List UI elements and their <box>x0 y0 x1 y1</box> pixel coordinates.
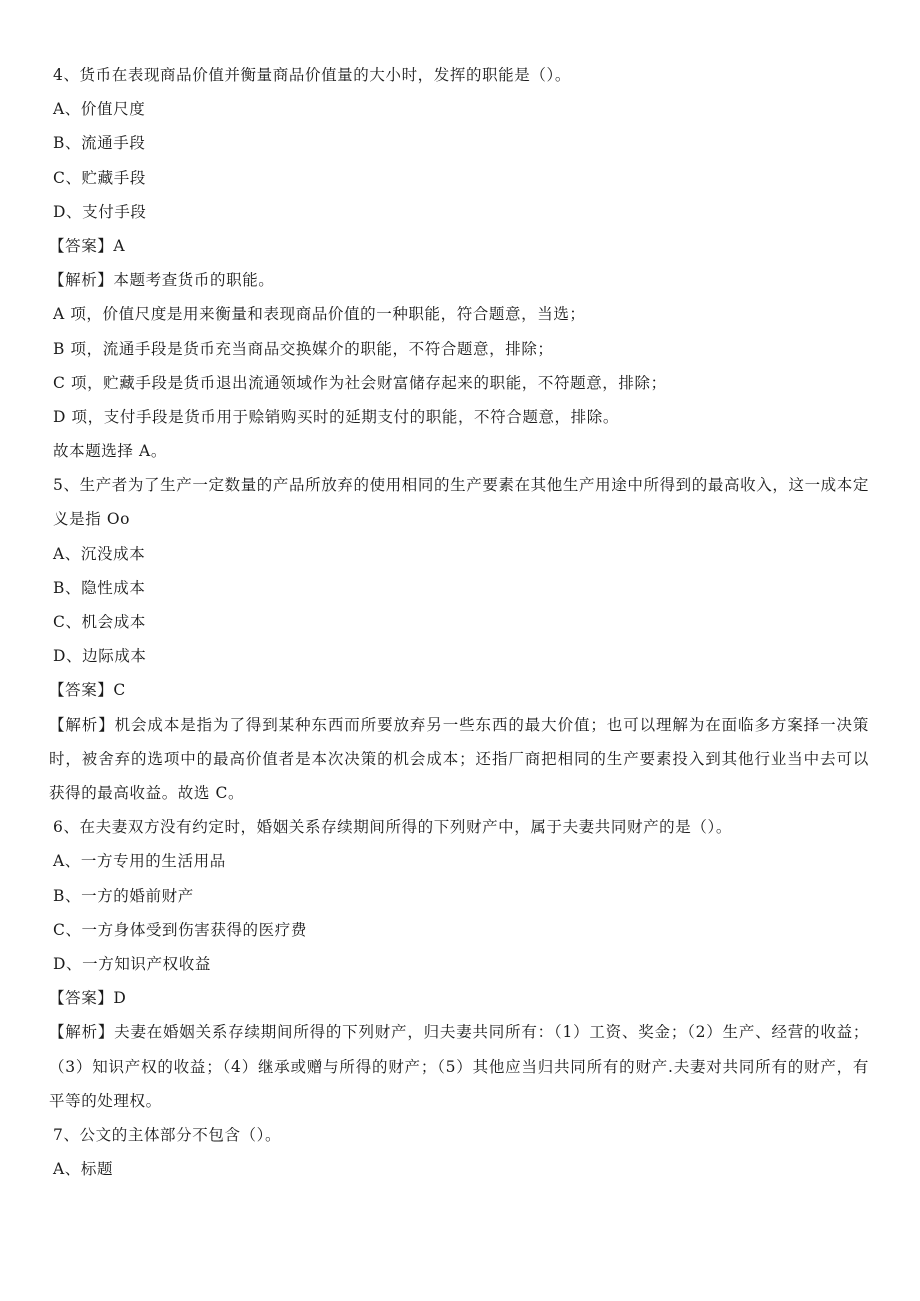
question-6-answer: 【答案】D <box>49 989 127 1008</box>
question-5-analysis: 【解析】机会成本是指为了得到某种东西而所要放弃另一些东西的最大价值；也可以理解为在面临多方案择一决策时，被舍弃的选项中的最高价值者是本次决策的机会成本；还指厂商把相同的生产要素投入到其他行业当中去可以获得的最高收益。故选 C。 <box>49 715 869 802</box>
question-6-analysis: 【解析】夫妻在婚姻关系存续期间所得的下列财产，归夫妻共同所有：（1）工资、奖金；（2）生产、经营的收益；（3）知识产权的收益；（4）继承或赠与所得的财产；（5）其他应当归共同所有的财产.夫妻对共同所有的财产，有平等的处理权。 <box>49 1023 869 1110</box>
question-5-option-a: A、沉没成本 <box>53 544 146 563</box>
question-7-option-a: A、标题 <box>53 1160 114 1179</box>
question-4-option-d: D、支付手段 <box>53 202 147 221</box>
question-7-stem: 7、公文的主体部分不包含（）。 <box>53 1125 282 1144</box>
question-4-option-b: B、流通手段 <box>53 134 146 153</box>
question-4-answer: 【答案】A <box>49 236 126 255</box>
question-5-option-c: C、机会成本 <box>53 613 146 632</box>
question-4-detail-d: D 项，支付手段是货币用于赊销购买时的延期支付的职能，不符合题意，排除。 <box>53 407 619 426</box>
question-6-option-c: C、一方身体受到伤害获得的医疗费 <box>53 920 307 939</box>
question-4-conclusion: 故本题选择 A。 <box>53 442 167 461</box>
question-4-detail-c: C 项，贮藏手段是货币退出流通领域作为社会财富储存起来的职能，不符题意，排除； <box>53 373 667 392</box>
question-4-analysis: 【解析】本题考查货币的职能。 <box>49 271 275 290</box>
question-5-stem: 5、生产者为了生产一定数量的产品所放弃的使用相同的生产要素在其他生产用途中所得到的最高收入，这一成本定义是指 Oo <box>53 476 869 529</box>
document-content <box>49 58 869 1186</box>
question-6-option-b: B、一方的婚前财产 <box>53 886 194 905</box>
question-5-option-b: B、隐性成本 <box>53 578 146 597</box>
question-4-detail-b: B 项，流通手段是货币充当商品交换媒介的职能，不符合题意，排除； <box>53 339 554 358</box>
question-4-detail-a: A 项，价值尺度是用来衡量和表现商品价值的一种职能，符合题意，当选； <box>53 305 586 324</box>
question-6-option-a: A、一方专用的生活用品 <box>53 852 226 871</box>
question-4-option-c: C、贮藏手段 <box>53 168 146 187</box>
question-5-option-d: D、边际成本 <box>53 647 147 666</box>
question-4-option-a: A、价值尺度 <box>53 100 146 119</box>
question-5-answer: 【答案】C <box>49 681 126 700</box>
question-4-stem: 4、货币在表现商品价值并衡量商品价值量的大小时，发挥的职能是（）。 <box>53 66 571 84</box>
question-6-stem: 6、在夫妻双方没有约定时，婚姻关系存续期间所得的下列财产中，属于夫妻共同财产的是（）。 <box>53 818 732 837</box>
question-6-option-d: D、一方知识产权收益 <box>53 954 211 973</box>
